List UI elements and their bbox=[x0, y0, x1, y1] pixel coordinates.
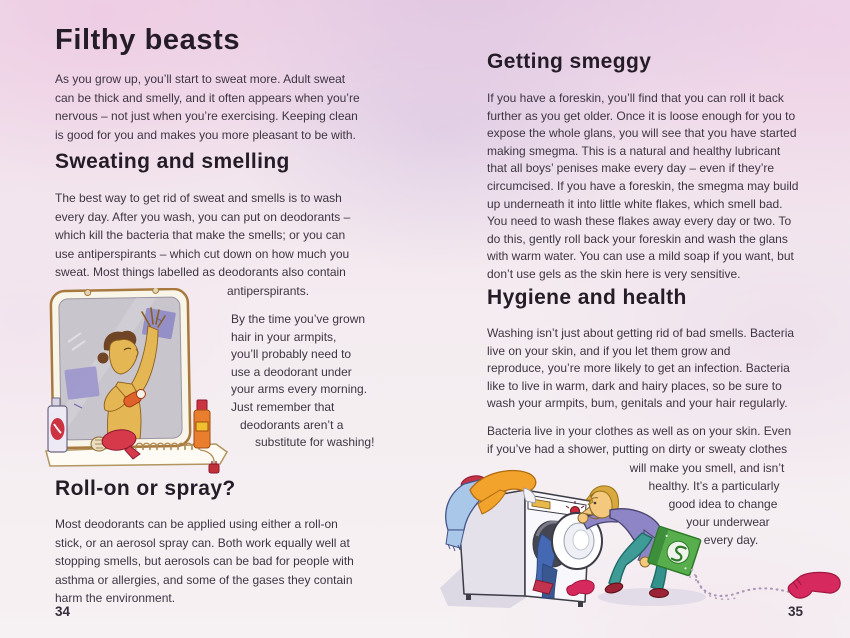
shoe bbox=[650, 589, 669, 598]
sock-icon bbox=[787, 570, 841, 599]
deodorant-aside-paragraph: By the time you’ve grown hair in your armpits, you’ll probably need to use a deodorant under your arms every morning. Just remember that deodorants aren’t a substitute for washing! bbox=[231, 312, 375, 450]
getting-smeggy-paragraph: If you have a foreskin, you’ll find that you can roll it back further as you get older. Once it is loose enough for you to expose the whole glans, you will see that you have started making smegma. This is a natural and healthy lubricant that all boys’ penises make every day – even if they’re circumcised. If you have a foreskin, the smegma may build up underneath it into little white flakes, which smell bad. You need to wash these flakes away every day or two. To do this, gently roll back your foreskin and wash the glans with warm water. You can use a mild soap if you want, but don’t use gels as the skin here is very sensitive. bbox=[487, 91, 799, 281]
deodorant-bottle-icon bbox=[194, 400, 210, 448]
rollon-heading: Roll-on or spray? bbox=[55, 477, 236, 500]
chapter-title: Filthy beasts bbox=[55, 24, 241, 56]
sweating-heading: Sweating and smelling bbox=[55, 150, 290, 173]
sweating-paragraph: The best way to get rid of sweat and smells is to wash every day. After you wash, you can put on deodorants – which kill the bacteria that make the smells; or you can use antiperspirants – which cut down on how much you sweat. Most things labelled as deodorants also contain antiperspirants. bbox=[55, 191, 351, 298]
plug-icon bbox=[209, 464, 219, 473]
hygiene-heading: Hygiene and health bbox=[487, 286, 687, 309]
page-number-right: 35 bbox=[788, 604, 804, 619]
purple-note bbox=[64, 366, 99, 400]
bacteria-clothes-wrap-paragraph: will make you smell, and isn’t healthy. It’s a particularly good idea to change your underwear every day. bbox=[629, 461, 785, 547]
intro-paragraph: As you grow up, you’ll start to sweat more. Adult sweat can be thick and smelly, and it often appears when you’re nervous – not just when you’re exercising. Keeping clean is good for you and makes you more pleasant to be with. bbox=[55, 72, 360, 142]
spray-can-icon bbox=[48, 398, 67, 452]
bacteria-clothes-paragraph: Bacteria live in your clothes as well as on your skin. Even if you’ve had a shower, putting on dirty or sweaty clothes bbox=[487, 424, 792, 456]
hygiene-paragraph: Washing isn’t just about getting rid of bad smells. Bacteria live on your skin, and if you let them grow and reproduce, you’re more likely to get an infection. Bacteria like to live in warm, dark and hairy places, so be sure to wash your armpits, bum, genitals and your hair regularly. bbox=[487, 326, 795, 411]
rollon-paragraph: Most deodorants can be applied using either a roll-on stick, or an aerosol spray can. Both work equally well at stopping smells, but aerosols can be bad for people with asthma or allergies, and some of the gases they contain harm the environment. bbox=[55, 517, 354, 605]
getting-smeggy-heading: Getting smeggy bbox=[487, 50, 652, 73]
powder-trail bbox=[696, 576, 790, 596]
mirror-illustration bbox=[44, 288, 231, 480]
page-number-left: 34 bbox=[55, 604, 71, 619]
